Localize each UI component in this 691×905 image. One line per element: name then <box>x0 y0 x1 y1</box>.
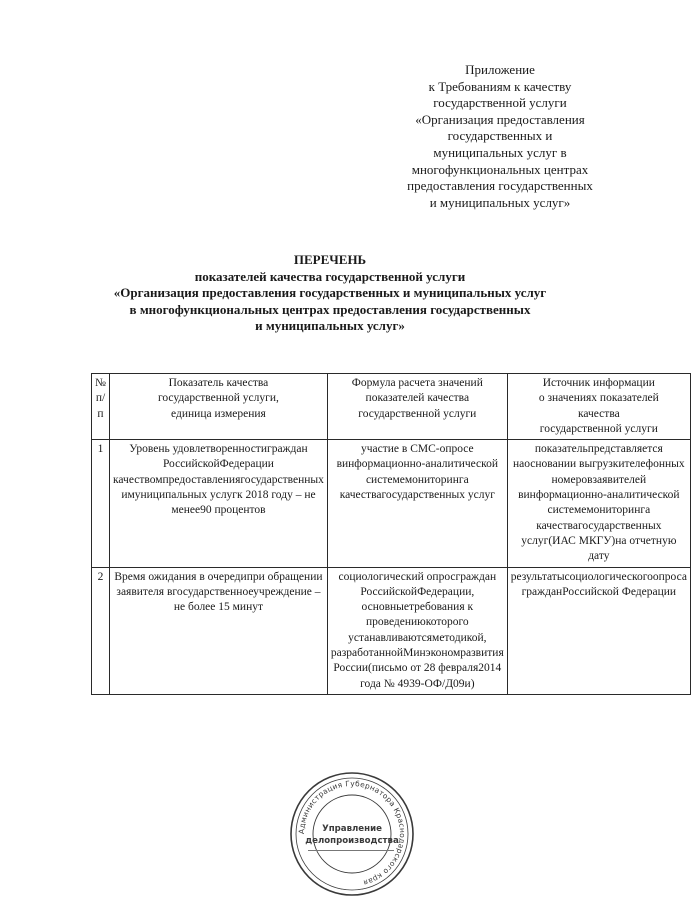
appendix-line: «Организация предоставления <box>415 111 585 127</box>
cell-source <box>507 567 690 694</box>
cell-line: Российской Федерации <box>562 585 677 598</box>
cell-line: не более 15 минут <box>173 601 264 614</box>
appendix-line: государственных и <box>447 128 553 144</box>
cell-number: 2 <box>92 567 110 694</box>
header-number: № п/п <box>92 374 110 440</box>
heading-line: в многофункциональных центрах предоставления государственных <box>129 301 531 317</box>
cell-line: Минэкономразвития России <box>333 647 504 675</box>
cell-line: 90 процентов <box>200 504 266 517</box>
cell-formula <box>327 440 507 567</box>
heading-line: показателей качества государственной услуги <box>194 268 466 284</box>
appendix-line: предоставления государственных <box>407 178 593 194</box>
cell-line: результаты <box>510 570 565 583</box>
cell-line: при обращении заявителя в <box>116 570 323 598</box>
official-stamp <box>288 770 416 898</box>
cell-line: на отчетную дату <box>588 534 677 563</box>
table-header-row <box>92 374 691 440</box>
cell-line: Федерации, основные <box>361 585 475 614</box>
stamp-ring-text: Администрация Губернатора Краснодарского края <box>296 778 408 888</box>
appendix-line: многофункциональных центрах <box>411 161 589 177</box>
indicators-table <box>91 373 691 695</box>
cell-line: (письмо от 28 февраля <box>368 662 479 675</box>
cell-line: требования к проведению <box>365 601 474 629</box>
cell-line: граждан Российской <box>162 443 308 471</box>
heading-line: «Организация предоставления государственных и муниципальных услуг <box>113 285 547 300</box>
appendix-line: муниципальных услуг в <box>433 144 567 160</box>
cell-line: учреждение – <box>253 585 321 598</box>
cell-line: заявителей в <box>518 473 647 502</box>
appendix-line: государственной услуги <box>433 95 567 111</box>
cell-formula <box>327 567 507 694</box>
table-row <box>92 567 691 694</box>
cell-line: социологического <box>564 570 653 583</box>
header-formula: Формула расчета значений показателей качества государственной услуги <box>327 374 507 440</box>
cell-source <box>507 440 690 567</box>
cell-line: Уровень удовлетворенности <box>129 443 267 456</box>
cell-line: показатель <box>534 443 588 456</box>
cell-line: представляется на <box>513 443 663 471</box>
cell-line: Время ожидания в очереди <box>114 570 247 583</box>
cell-line: мониторинга качества <box>339 473 469 502</box>
stamp-outer-ring <box>291 773 413 895</box>
cell-indicator <box>109 440 327 567</box>
appendix-line: и муниципальных услуг» <box>429 194 571 210</box>
cell-line: государственных и <box>121 473 324 502</box>
signature-line <box>308 850 394 851</box>
cell-line: которого устанавливаются <box>348 616 469 644</box>
cell-line: основании выгрузки <box>524 458 625 471</box>
cell-line: аналитической системе <box>547 489 680 517</box>
stamp-inner-ring <box>313 795 391 873</box>
cell-line: государственных услуг <box>521 519 662 547</box>
cell-line: (ИАС МКГУ) <box>548 534 616 547</box>
heading-line: и муниципальных услуг» <box>255 318 405 333</box>
document-title: ПЕРЕЧЕНЬ <box>293 252 367 267</box>
cell-line: граждан Российской <box>360 570 497 598</box>
cell-line: 2014 года № 4939-ОФ/Д09и) <box>360 662 502 690</box>
cell-line: телефонных номеров <box>551 458 685 486</box>
cell-line: опроса граждан <box>521 570 687 598</box>
stamp-center-line: Управление <box>322 824 382 834</box>
appendix-note <box>380 62 620 211</box>
cell-line: информационно- <box>523 489 607 502</box>
cell-line: методикой, разработанной <box>330 631 487 660</box>
cell-line: информационно- <box>342 458 426 471</box>
cell-line: участие в СМС-опросе в <box>336 443 474 471</box>
cell-line: социологический опрос <box>338 570 456 583</box>
cell-indicator <box>109 567 327 694</box>
cell-line: государственное <box>172 585 254 598</box>
cell-line: государственных услуг <box>381 489 495 502</box>
cell-line: к 2018 году – не менее <box>171 489 316 517</box>
header-indicator: Показатель качества государственной услуги, единица измерения <box>109 374 327 440</box>
document-heading <box>60 252 600 335</box>
stamp-center-line: делопроизводства <box>305 836 399 846</box>
cell-number: 1 <box>92 440 110 567</box>
appendix-line: Приложение <box>465 62 535 77</box>
cell-line: предоставления <box>162 473 241 486</box>
cell-line: мониторинга качества <box>536 504 651 532</box>
header-source: Источник информации о значениях показателей качества государственной услуги <box>507 374 690 440</box>
appendix-line: к Требованиям к качеству <box>428 78 572 94</box>
cell-line: муниципальных услуг <box>127 489 238 502</box>
cell-line: аналитической системе <box>365 458 499 486</box>
cell-line: Федерации качеством <box>112 458 274 486</box>
table-body <box>92 440 691 695</box>
table-row <box>92 440 691 567</box>
